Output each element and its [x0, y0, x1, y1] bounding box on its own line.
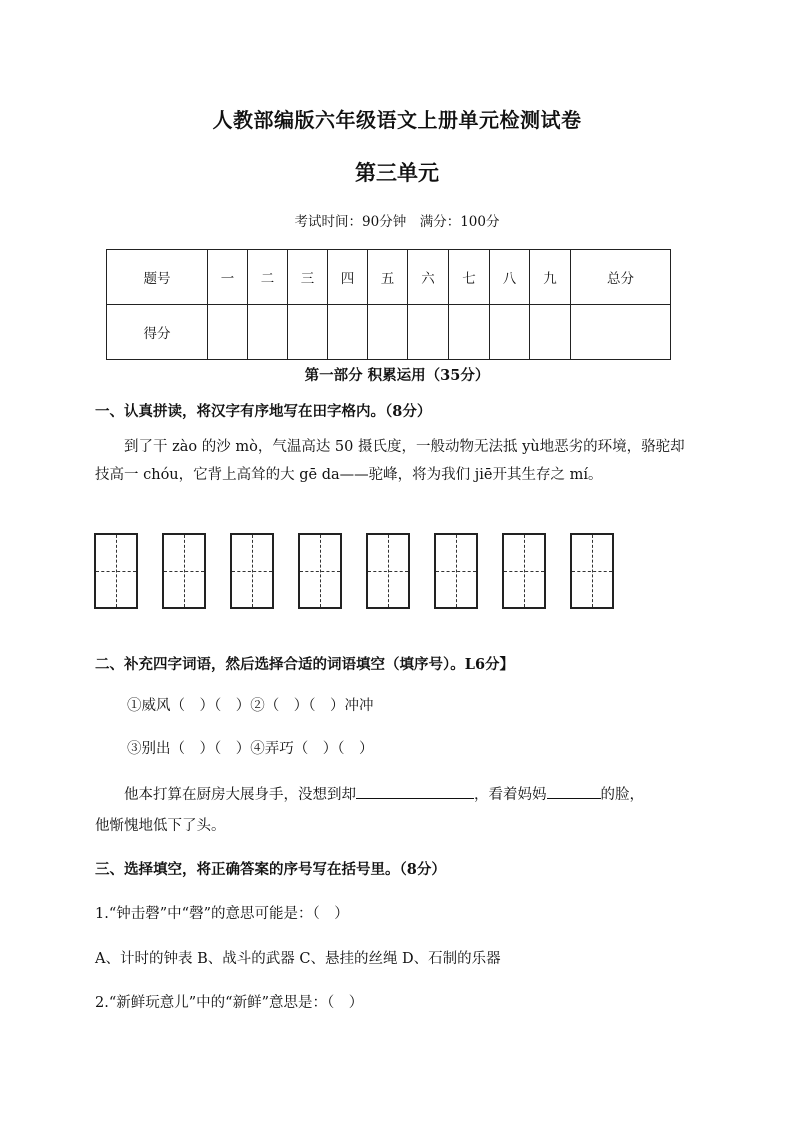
tianzige-box[interactable] — [366, 533, 410, 609]
header-cell: 五 — [368, 250, 408, 305]
score-cell[interactable] — [530, 305, 571, 360]
tianzige-box[interactable] — [298, 533, 342, 609]
q2-words-line1: ①威风（ ）（ ）②（ ）（ ）冲冲 — [127, 698, 374, 714]
q2-words-line2: ③别出（ ）（ ）④弄巧（ ）（ ） — [127, 741, 374, 757]
exam-info: 考试时间：90分钟 满分：100分 — [294, 214, 500, 230]
q2-sentence-part-c: 的脸， — [600, 787, 644, 803]
tianzige-box[interactable] — [94, 533, 138, 609]
tianzige-grid-row — [94, 533, 694, 613]
score-cell[interactable] — [208, 305, 248, 360]
score-value-row — [107, 305, 671, 360]
q2-sentence — [124, 783, 644, 804]
header-cell: 七 — [449, 250, 490, 305]
header-cell: 八 — [490, 250, 530, 305]
q2-heading: 二、补充四字词语，然后选择合适的词语填空（填序号）。L6分】 — [95, 656, 515, 673]
score-cell[interactable] — [248, 305, 288, 360]
unit-subtitle: 第三单元 — [355, 160, 439, 185]
score-cell[interactable] — [490, 305, 530, 360]
q2-sentence-cont: 他惭愧地低下了头。 — [95, 818, 226, 834]
q2-sentence-part-b: ，看着妈妈 — [474, 787, 547, 803]
header-cell: 六 — [408, 250, 449, 305]
score-cell[interactable] — [408, 305, 449, 360]
q3-heading: 三、选择填空，将正确答案的序号写在括号里。（8分） — [95, 861, 446, 878]
score-cell[interactable] — [288, 305, 328, 360]
exam-title: 人教部编版六年级语文上册单元检测试卷 — [212, 108, 582, 132]
q1-heading: 一、认真拼读，将汉字有序地写在田字格内。（8分） — [95, 403, 432, 420]
score-cell[interactable] — [328, 305, 368, 360]
score-table — [106, 249, 671, 360]
header-cell: 总分 — [571, 250, 671, 305]
tianzige-box[interactable] — [434, 533, 478, 609]
fill-blank-1[interactable] — [356, 784, 474, 799]
q3-item2: 2.“新鲜玩意儿”中的“新鲜”意思是：（ ） — [95, 995, 364, 1011]
score-cell[interactable] — [571, 305, 671, 360]
score-cell[interactable] — [368, 305, 408, 360]
q3-item1: 1.“钟击磬”中“磬”的意思可能是：（ ） — [95, 906, 349, 922]
q1-passage: 到了干 zào 的沙 mò，气温高达 50 摄氏度，一般动物无法抵 yù地恶劣的环境，骆驼却技高一 chóu，它背上高耸的大 gē da——驼峰，将为我们 jiē开其生存之 mí。 — [95, 439, 685, 483]
q2-sentence-part-a: 他本打算在厨房大展身手，没想到却 — [124, 787, 356, 803]
fill-blank-2[interactable] — [547, 784, 601, 799]
header-cell: 四 — [328, 250, 368, 305]
score-header-row — [107, 250, 671, 305]
tianzige-box[interactable] — [570, 533, 614, 609]
q3-item1-options: A、计时的钟表 B、战斗的武器 C、悬挂的丝绳 D、石制的乐器 — [95, 951, 501, 967]
part1-title: 第一部分 积累运用（35分） — [304, 367, 490, 384]
tianzige-box[interactable] — [230, 533, 274, 609]
score-cell[interactable] — [449, 305, 490, 360]
header-cell: 一 — [208, 250, 248, 305]
header-cell: 题号 — [107, 250, 208, 305]
header-cell: 三 — [288, 250, 328, 305]
header-cell: 二 — [248, 250, 288, 305]
score-row-label: 得分 — [107, 305, 208, 360]
header-cell: 九 — [530, 250, 571, 305]
tianzige-box[interactable] — [502, 533, 546, 609]
tianzige-box[interactable] — [162, 533, 206, 609]
